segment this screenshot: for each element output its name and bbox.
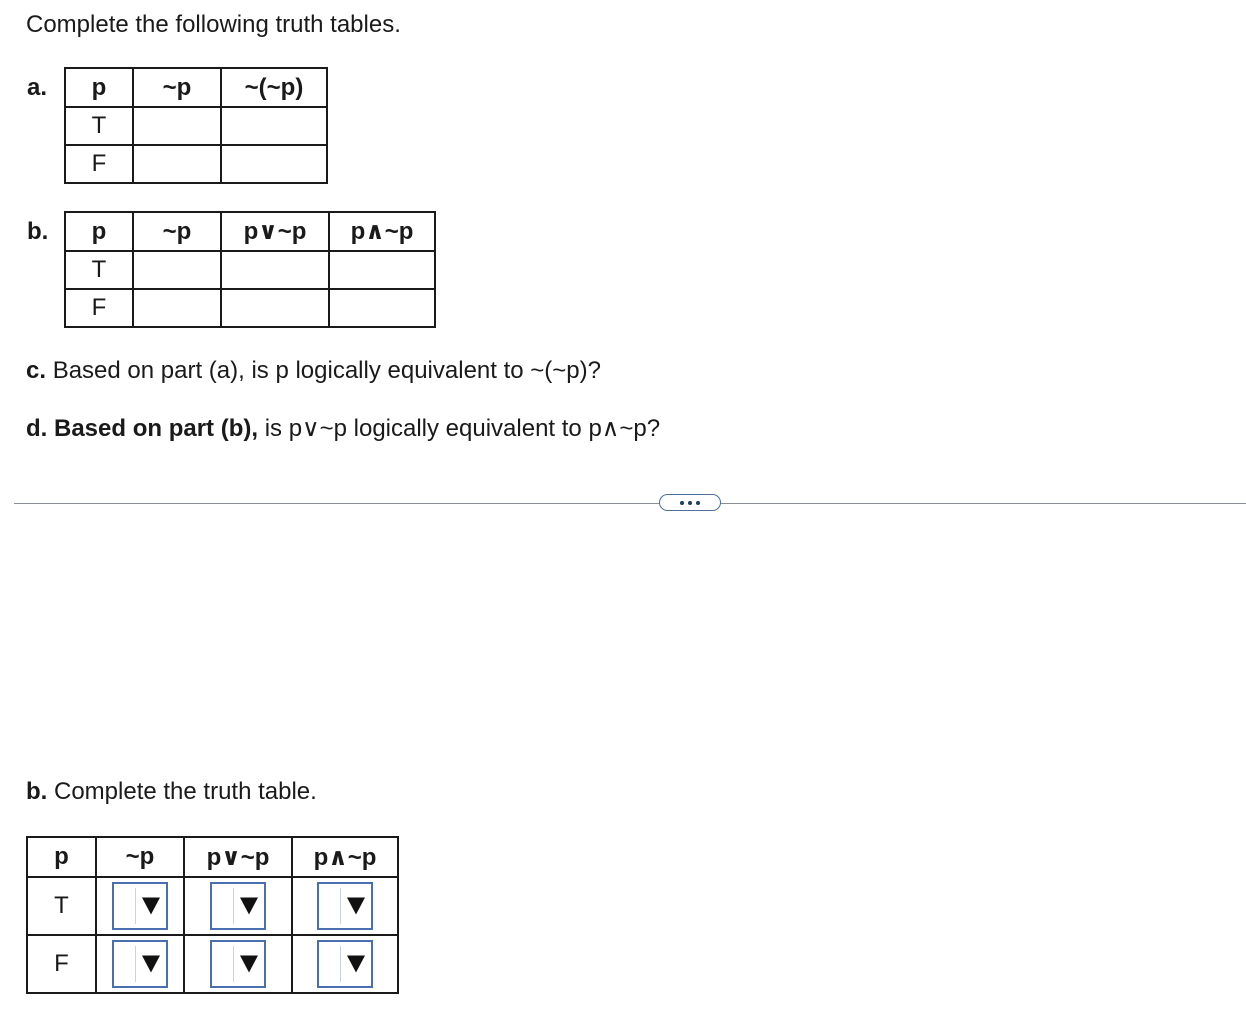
cell-p-and-not-p-t [329, 251, 435, 289]
header-not-not-p: ~(~p) [221, 68, 327, 107]
answer-cell-p-and-not-p-f [292, 935, 398, 993]
cell-p-t: T [65, 107, 133, 145]
cell-not-not-p-f [221, 145, 327, 183]
truth-table-b [64, 211, 436, 328]
answer-truth-table [26, 836, 399, 994]
triangle-down-icon [142, 956, 160, 973]
answer-header-p-or-not-p: p∨~p [184, 837, 292, 877]
part-a-label: a. [27, 74, 48, 101]
question-d-text: is p∨~p logically equivalent to p∧~p? [264, 415, 661, 442]
ellipsis-icon [680, 501, 700, 505]
header-p: p [65, 68, 133, 107]
question-d-label: d. Based on part (b), [26, 415, 259, 442]
header-p: p [65, 212, 133, 251]
cell-p-f: F [65, 289, 133, 327]
part-b-label: b. [27, 218, 49, 245]
answer-cell-p-t: T [27, 877, 96, 935]
answer-cell-p-or-not-p-t [184, 877, 292, 935]
cell-p-f: F [65, 145, 133, 183]
cell-p-and-not-p-f [329, 289, 435, 327]
cell-p-or-not-p-t [221, 251, 329, 289]
answer-prompt [26, 777, 317, 807]
cell-not-p-t [133, 107, 221, 145]
question-c-text: Based on part (a), is p logically equivalent to ~(~p)? [52, 357, 601, 384]
answer-header-not-p: ~p [96, 837, 184, 877]
triangle-down-icon [347, 898, 365, 915]
dropdown-p-and-not-p-t[interactable] [317, 882, 373, 930]
header-not-p: ~p [133, 212, 221, 251]
answer-header-p: p [27, 837, 96, 877]
answer-cell-p-f: F [27, 935, 96, 993]
instructions: Complete the following truth tables. [26, 11, 401, 38]
triangle-down-icon [142, 898, 160, 915]
cell-p-or-not-p-f [221, 289, 329, 327]
cell-not-p-t [133, 251, 221, 289]
cell-not-p-f [133, 145, 221, 183]
answer-header-p-and-not-p: p∧~p [292, 837, 398, 877]
question-d [26, 414, 660, 444]
header-p-or-not-p: p∨~p [221, 212, 329, 251]
more-options-button[interactable] [659, 494, 721, 511]
dropdown-p-or-not-p-f[interactable] [210, 940, 266, 988]
answer-cell-not-p-t [96, 877, 184, 935]
header-p-and-not-p: p∧~p [329, 212, 435, 251]
answer-cell-p-or-not-p-f [184, 935, 292, 993]
dropdown-not-p-t[interactable] [112, 882, 168, 930]
dropdown-p-or-not-p-t[interactable] [210, 882, 266, 930]
question-c [26, 356, 601, 386]
section-divider [14, 503, 1246, 504]
question-c-label: c. [26, 357, 47, 384]
triangle-down-icon [240, 956, 258, 973]
dropdown-p-and-not-p-f[interactable] [317, 940, 373, 988]
cell-p-t: T [65, 251, 133, 289]
truth-table-a [64, 67, 328, 184]
answer-cell-not-p-f [96, 935, 184, 993]
triangle-down-icon [347, 956, 365, 973]
triangle-down-icon [240, 898, 258, 915]
answer-cell-p-and-not-p-t [292, 877, 398, 935]
header-not-p: ~p [133, 68, 221, 107]
answer-prompt-label: b. [26, 778, 48, 805]
cell-not-not-p-t [221, 107, 327, 145]
dropdown-not-p-f[interactable] [112, 940, 168, 988]
cell-not-p-f [133, 289, 221, 327]
answer-prompt-text: Complete the truth table. [54, 778, 317, 805]
